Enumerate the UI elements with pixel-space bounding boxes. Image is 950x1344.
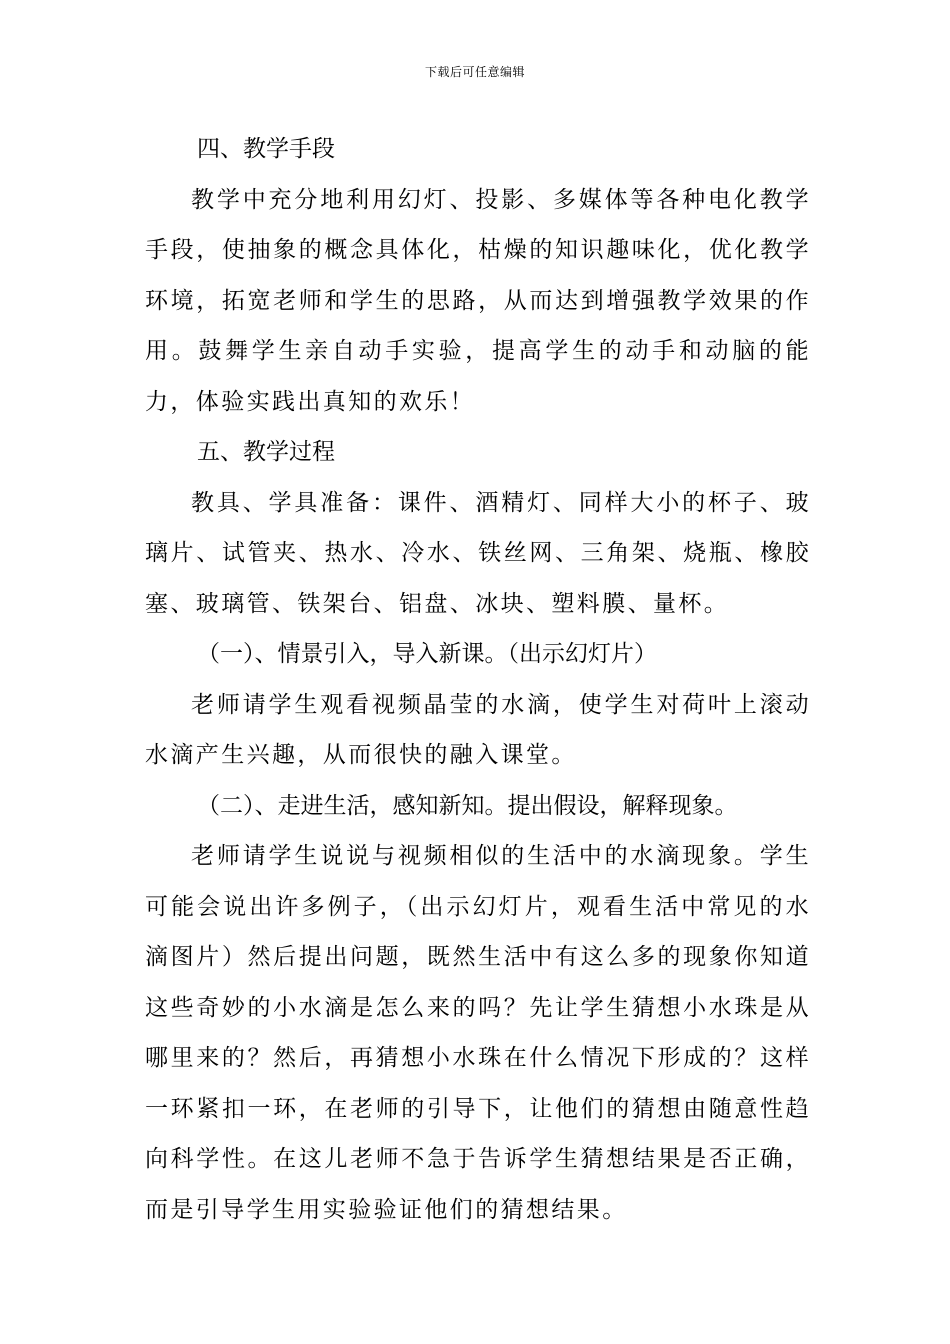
paragraph-teaching-means: 教学中充分地利用幻灯、投影、多媒体等各种电化教学手段，使抽象的概念具体化，枯燥的知识趣味化，优化教学环境，拓宽老师和学生的思路，从而达到增强教学效果的作用。鼓舞学生亲自动手实验，提高学生的动手和动脑的能力，体验实践出真知的欢乐！ <box>145 186 811 415</box>
section-heading-teaching-means: 四、教学手段 <box>197 136 335 162</box>
paragraph-part-two: 老师请学生说说与视频相似的生活中的水滴现象。学生可能会说出许多例子，（出示幻灯片，观看生活中常见的水滴图片）然后提出问题，既然生活中有这么多的现象你知道这些奇妙的小水滴是怎么来的吗？先让学生猜想小水珠是从哪里来的？然后，再猜想小水珠在什么情况下形成的？这样一环紧扣一环，在老师的引导下，让他们的猜想由随意性趋向科学性。在这儿老师不急于告诉学生猜想结果是否正确，而是引导学生用实验验证他们的猜想结果。 <box>145 843 811 1223</box>
paragraph-materials: 教具、学具准备：课件、酒精灯、同样大小的杯子、玻璃片、试管夹、热水、冷水、铁丝网、三角架、烧瓶、橡胶塞、玻璃管、铁架台、铝盘、冰块、塑料膜、量杯。 <box>145 489 811 617</box>
document-body <box>145 124 811 1235</box>
subheading-part-one: （一）、情景引入，导入新课。（出示幻灯片） <box>197 641 657 667</box>
section-heading-teaching-process: 五、教学过程 <box>197 439 335 465</box>
subheading-part-two: （二）、走进生活，感知新知。提出假设，解释现象。 <box>197 792 738 819</box>
header-note: 下载后可任意编辑 <box>424 65 525 79</box>
paragraph-part-one: 老师请学生观看视频晶莹的水滴，使学生对荷叶上滚动水滴产生兴趣，从而很快的融入课堂。 <box>145 691 811 768</box>
